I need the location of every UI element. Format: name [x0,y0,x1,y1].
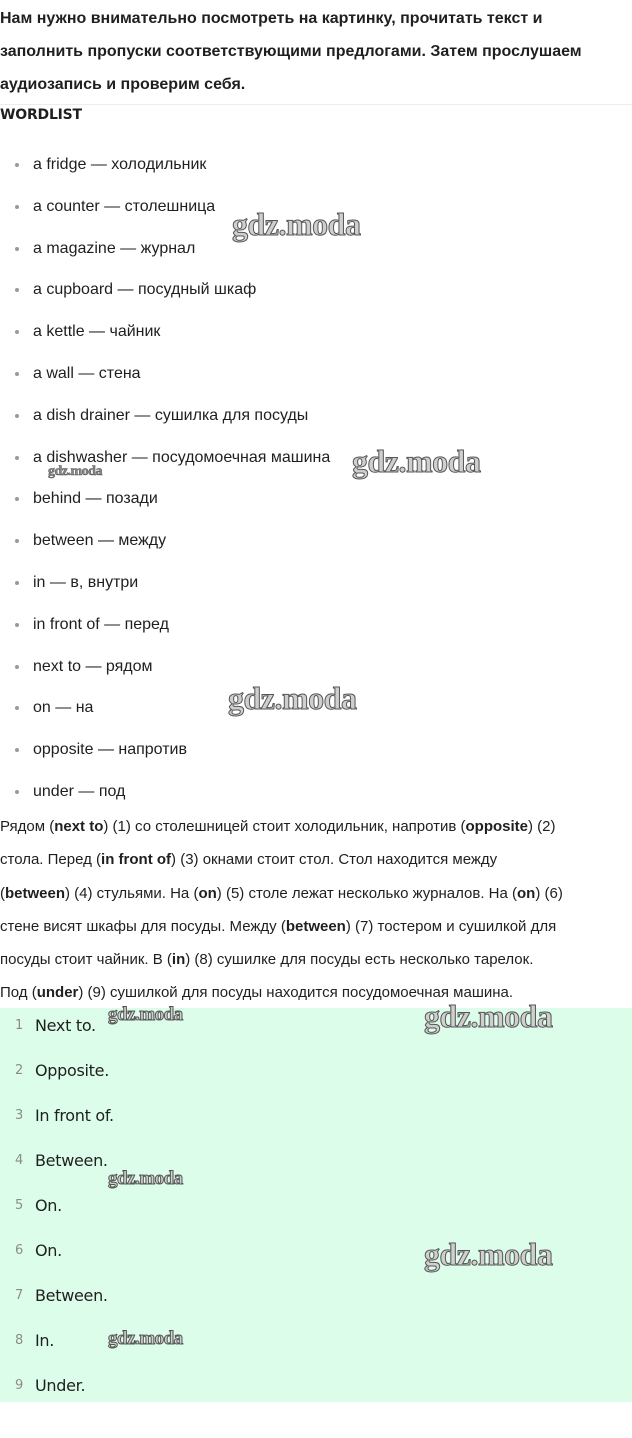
bullet-icon [15,456,19,460]
bullet-icon [15,497,19,501]
bullet-icon [15,706,19,710]
paragraph-line: Под (under) (9) сушилкой для посуды находится посудомоечная машина. [0,984,514,1002]
list-item: a fridge — холодильник [0,145,632,187]
answer-number: 8 [15,1333,24,1348]
answer-number: 5 [15,1198,24,1213]
bullet-icon [15,163,19,167]
list-item: a dishwasher — посудомоечная машина [0,438,632,480]
list-item: a wall — стена [0,354,632,396]
task-instructions: Нам нужно внимательно посмотреть на картинку, прочитать текст и заполнить пропуски соответствующими предлогами. Затем прослушаем аудиозапись и проверим себя. [0,10,582,93]
paragraph-line: Рядом (next to) (1) со столешницей стоит холодильник, напротив (opposite) (2) [0,818,556,835]
answer-item [0,1188,632,1233]
watermark: gdz.moda [108,1004,183,1025]
answer-number: 7 [15,1288,24,1303]
bullet-icon [15,581,19,585]
list-item: a magazine — журнал [0,229,632,271]
list-item: in front of — перед [0,605,632,647]
answer-number: 4 [15,1153,24,1168]
answer-text: Next to. [35,1016,96,1035]
wordlist-title: WORDLIST [0,107,82,123]
answer-item [0,1368,632,1413]
answer-item [0,1278,632,1323]
answer-text: In front of. [35,1106,114,1125]
bullet-icon [15,330,19,334]
answer-text: In. [35,1331,55,1350]
paragraph-line: посуды стоит чайник. В (in) (8) сушилке для посуды есть несколько тарелок. [0,951,534,969]
answer-number: 6 [15,1243,24,1258]
list-item: next to — рядом [0,647,632,689]
answer-item [0,1053,632,1098]
paragraph-line: стола. Перед (in front of) (3) окнами стоит стол. Стол находится между [0,851,498,869]
answer-text: Under. [35,1376,86,1395]
bullet-icon [15,623,19,627]
bullet-icon [15,247,19,251]
bullet-icon [15,539,19,543]
watermark: gdz.moda [48,464,102,479]
answer-number: 1 [15,1018,24,1033]
answer-text: Opposite. [35,1061,109,1080]
answer-item [0,1143,632,1188]
answer-text: On. [35,1241,62,1260]
divider [0,104,632,105]
answer-text: Between. [35,1151,108,1170]
watermark: gdz.moda [228,680,357,716]
watermark: gdz.moda [424,1236,553,1272]
list-item: a kettle — чайник [0,312,632,354]
answer-item [0,1098,632,1143]
paragraph-line: стене висят шкафы для посуды. Между (between) (7) тостером и сушилкой для [0,917,557,935]
paragraph-line: (between) (4) стульями. На (on) (5) столе лежат несколько журналов. На (on) (6) [0,884,563,902]
watermark: gdz.moda [108,1328,183,1349]
list-item: between — между [0,521,632,563]
answer-number: 9 [15,1378,24,1393]
list-item: behind — позади [0,479,632,521]
list-item: under — под [0,772,632,814]
bullet-icon [15,665,19,669]
watermark: gdz.moda [232,206,361,242]
wordlist [0,145,632,814]
list-item: a dish drainer — сушилка для посуды [0,396,632,438]
answer-text: On. [35,1196,62,1215]
watermark: gdz.moda [108,1168,183,1189]
answer-item [0,1008,632,1053]
bullet-icon [15,372,19,376]
bullet-icon [15,288,19,292]
list-item: a counter — столешница [0,187,632,229]
bullet-icon [15,414,19,418]
list-item: in — в, внутри [0,563,632,605]
bullet-icon [15,790,19,794]
bullet-icon [15,205,19,209]
answer-text: Between. [35,1286,108,1305]
answer-item [0,1233,632,1278]
list-item: a cupboard — посудный шкаф [0,270,632,312]
answer-number: 2 [15,1063,24,1078]
answer-item [0,1323,632,1368]
watermark: gdz.moda [424,998,553,1034]
answer-number: 3 [15,1108,24,1123]
answers-list [0,1008,632,1402]
list-item: opposite — напротив [0,730,632,772]
bullet-icon [15,748,19,752]
list-item: on — на [0,688,632,730]
filled-text-paragraph [0,810,630,1010]
watermark: gdz.moda [352,443,481,479]
